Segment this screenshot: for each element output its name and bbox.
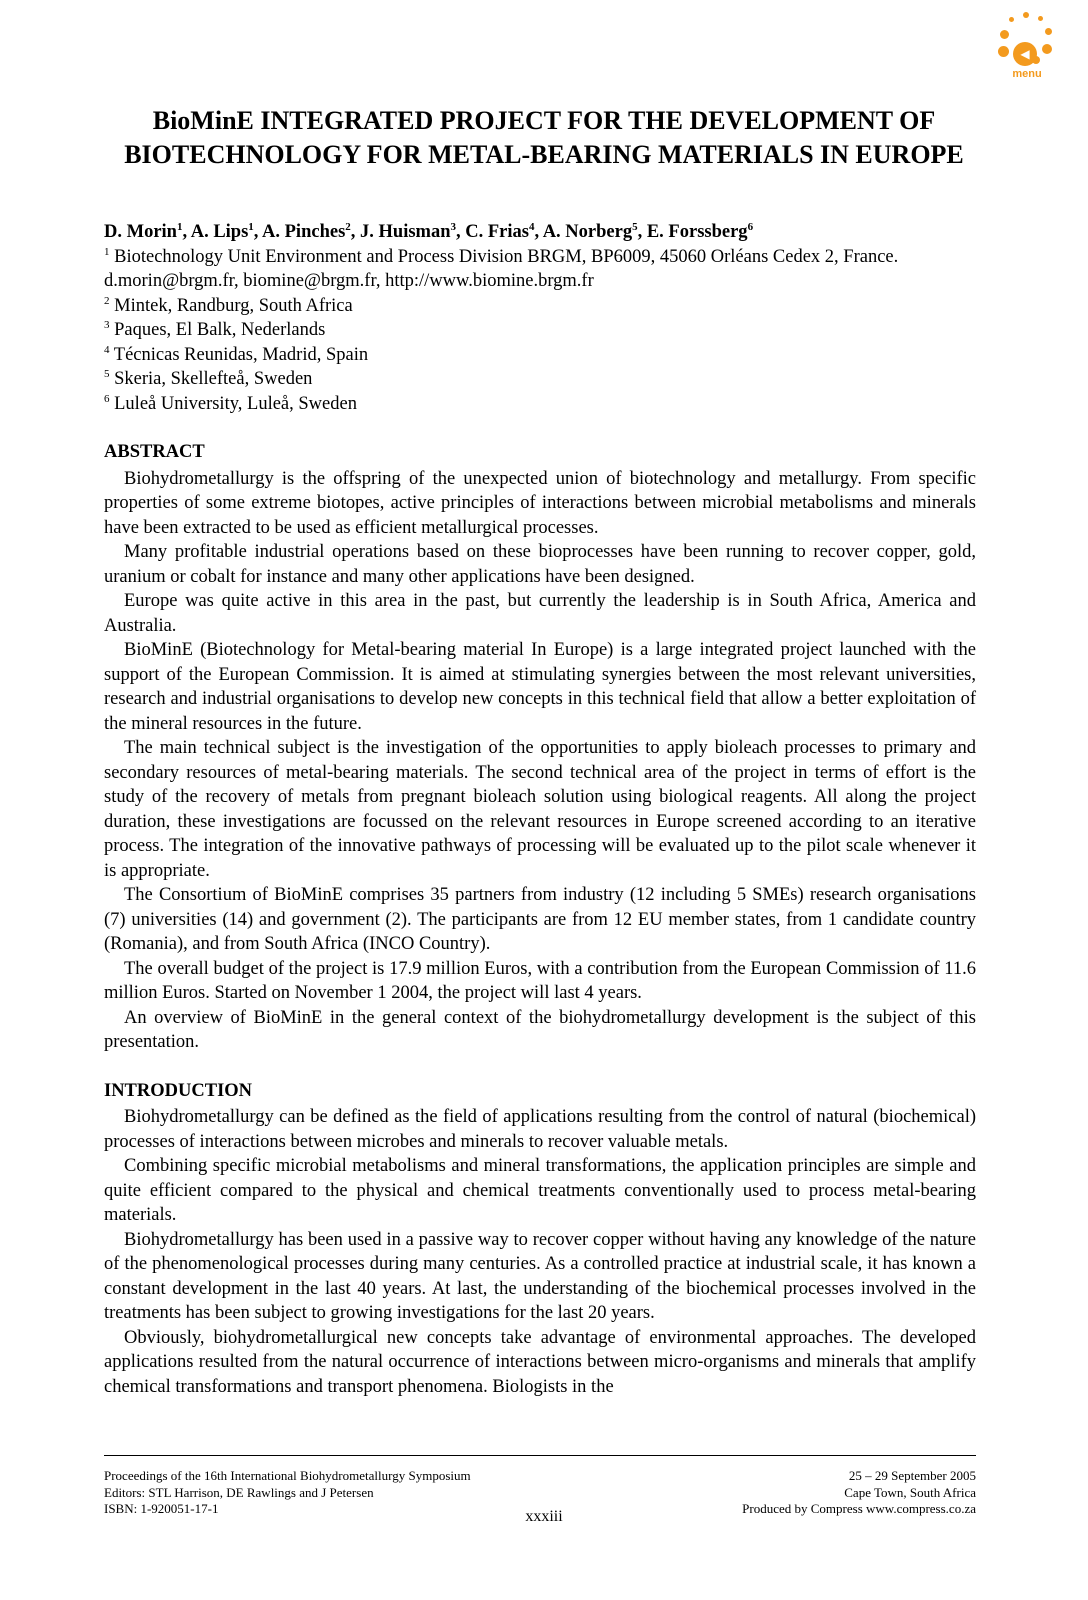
back-arrow-icon: ◀ [1013, 42, 1037, 66]
title-line: BioMinE INTEGRATED PROJECT FOR THE DEVELOPMENT OF [152, 106, 936, 135]
footer-divider [104, 1455, 976, 1456]
abstract-heading: ABSTRACT [104, 442, 205, 462]
author-affiliation-number: 5 [632, 221, 638, 233]
menu-dot-icon [1045, 28, 1052, 35]
abstract-body [104, 467, 976, 1055]
author-name: A. Pinches [262, 222, 346, 242]
menu-dot-icon [1009, 17, 1014, 22]
menu-dot-icon [998, 46, 1009, 57]
affiliation-number: 5 [104, 368, 110, 380]
affiliation-list [104, 245, 976, 417]
menu-button[interactable] [990, 6, 1064, 86]
introduction-heading: INTRODUCTION [104, 1080, 253, 1101]
affiliation [104, 367, 976, 392]
affiliation [104, 245, 976, 294]
footer-right-line: 25 – 29 September 2005 [848, 1468, 976, 1483]
menu-dot-icon [1023, 12, 1029, 18]
abstract-paragraph: Many profitable industrial operations based on these bioprocesses have been running to recover copper, gold, uranium or cobalt for instance and many other applications have been designed. [104, 542, 976, 587]
abstract-paragraph: The Consortium of BioMinE comprises 35 partners from industry (12 including 5 SMEs) research organisations (7) universities (14) and government (2). The participants are from 12 EU member states, from 1 candidate country (Romania), and from South Africa (INCO Country). [104, 885, 976, 954]
title-line: BIOTECHNOLOGY FOR METAL-BEARING MATERIALS IN EUROPE [124, 140, 964, 169]
introduction-paragraph: Combining specific microbial metabolisms and mineral transformations, the application principles are simple and quite efficient compared to the physical and chemical treatments conventionally used to process metal-bearing materials. [104, 1156, 976, 1225]
affiliation-number: 4 [104, 343, 110, 356]
menu-dot-icon [1000, 30, 1009, 39]
author-list: D. Morin$^1$, A. Lips$^1$, A. Pinches$^2$, J. Huisman$^3$, C. Frias$^4$, A. Norberg$^5$, E. Forssberg$^6$ [104, 221, 754, 242]
affiliation-text: Luleå University, Luleå, Sweden [109, 393, 357, 414]
abstract-paragraph: The main technical subject is the investigation of the opportunities to apply bioleach processes to primary and secondary resources of metal-bearing materials. The second technical area of the project in terms of effort is the study of the recovery of metals from pregnant bioleach solution using biological reagents. All along the project duration, these investigations are focussed on the relevant resources in Europe screened according to an iterative process. The integration of the innovative pathways of processing will be evaluated up to the pilot scale whenever it is appropriate. [104, 738, 976, 881]
affiliation [104, 318, 976, 343]
footer-left-line: Proceedings of the 16th International Biohydrometallurgy Symposium [104, 1468, 471, 1483]
introduction-paragraph: Biohydrometallurgy can be defined as the field of applications resulting from the control of natural (biochemical) processes of interactions between microbes and minerals to recover valuable metals. [104, 1107, 976, 1152]
abstract-paragraph: Europe was quite active in this area in the past, but currently the leadership is in South Africa, America and Australia. [104, 591, 976, 636]
affiliation-text: Mintek, Randburg, South Africa [109, 295, 353, 316]
author-name: C. Frias [465, 222, 529, 242]
introduction-paragraph: Biohydrometallurgy has been used in a passive way to recover copper without having any knowledge of the nature of the phenomenological processes during many centuries. As a controlled practice at industrial scale, it has known a constant development in the last 40 years. At last, the understanding of the biochemical processes involved in the treatments has been subject to growing investigations for the last 20 years. [104, 1229, 976, 1323]
author-name: A. Lips [190, 222, 249, 242]
footer-right-line: Produced by Compress www.compress.co.za [742, 1501, 976, 1516]
paper-body [104, 220, 976, 1399]
affiliation-text: Biotechnology Unit Environment and Process Division BRGM, BP6009, 45060 Orléans Cedex 2, France. d.morin@brgm.fr, biomine@brgm.fr, http://www.biomine.brgm.fr [104, 246, 899, 291]
introduction-body [104, 1105, 976, 1399]
affiliation-number: 3 [104, 319, 110, 331]
affiliation [104, 343, 976, 368]
page-number: xxxiii [525, 1508, 563, 1525]
affiliation-text: Técnicas Reunidas, Madrid, Spain [109, 344, 369, 365]
abstract-paragraph: The overall budget of the project is 17.9 million Euros, with a contribution from the European Commission of 11.6 million Euros. Started on November 1 2004, the project will last 4 years. [104, 958, 976, 1003]
affiliation-number: 1 [104, 245, 110, 258]
footer-left-line: Editors: STL Harrison, DE Rawlings and J Petersen [104, 1484, 374, 1500]
author-affiliation-number: 1 [176, 221, 183, 233]
author-affiliation-number: 4 [528, 221, 535, 233]
author-affiliation-number: 6 [747, 221, 754, 233]
menu-dot-icon [1038, 16, 1043, 21]
author-name: A. Norberg [542, 222, 633, 242]
author-name: E. Forssberg [646, 222, 748, 242]
abstract-paragraph: BioMinE (Biotechnology for Metal-bearing material In Europe) is a large integrated project launched with the support of the European Commission. It is aimed at stimulating synergies between the most relevant universities, research and industrial organisations to develop new concepts in this technical field that allow a better exploitation of the mineral resources in the future. [104, 640, 976, 734]
affiliation-number: 6 [104, 392, 110, 405]
footer-right-line: Cape Town, South Africa [844, 1484, 976, 1500]
author-affiliation-number: 2 [345, 221, 351, 233]
affiliation-text: Paques, El Balk, Nederlands [109, 320, 326, 340]
author-affiliation-number: 1 [248, 221, 254, 233]
affiliation-number: 2 [104, 294, 110, 307]
footer-left-line: ISBN: 1-920051-17-1 [104, 1501, 219, 1516]
paper-title [80, 104, 1008, 172]
abstract-paragraph: An overview of BioMinE in the general context of the biohydrometallurgy development is the subject of this presentation. [104, 1007, 976, 1052]
author-name: D. Morin [104, 222, 177, 242]
menu-dot-icon [1042, 44, 1052, 54]
author-name: J. Huisman [360, 222, 451, 242]
author-affiliation-number: 3 [450, 221, 456, 233]
affiliation-text: Skeria, Skellefteå, Sweden [109, 369, 313, 389]
affiliation [104, 392, 976, 417]
introduction-paragraph: Obviously, biohydrometallurgical new concepts take advantage of environmental approaches. The developed applications resulted from the natural occurrence of interactions between micro-organisms and minerals that amplify chemical transformations and transport phenomena. Biologists in the [104, 1327, 976, 1397]
abstract-paragraph: Biohydrometallurgy is the offspring of the unexpected union of biotechnology and metallurgy. From specific properties of some extreme biotopes, active principles of interactions between microbial metabolisms and minerals have been extracted to be used as efficient metallurgical processes. [104, 468, 976, 538]
affiliation [104, 294, 976, 319]
menu-label: menu [1012, 68, 1042, 80]
